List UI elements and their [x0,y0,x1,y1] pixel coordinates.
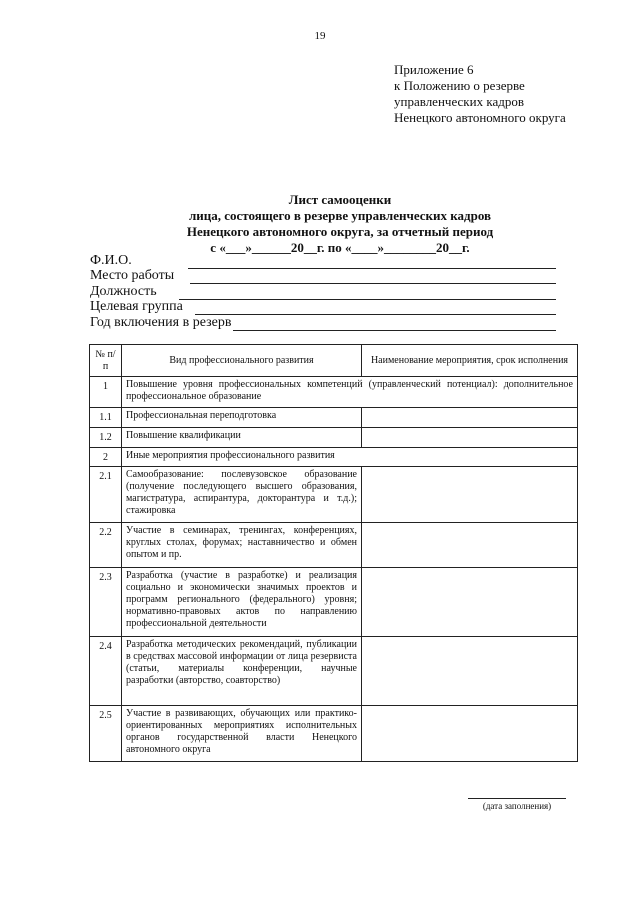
field-year-included [90,315,556,331]
appendix-line: Ненецкого автономного округа [394,110,566,125]
row-text: Самообразование: послевузовское образование (получение последующего высшего образования, магистратура, аспирантура, докторантура и т.д.); стажировка [122,467,362,523]
document-title [0,192,640,256]
table-row [90,448,578,467]
title-line: Ненецкого автономного округа, за отчетный период [186,224,494,239]
field-position [90,284,556,300]
page-number: 19 [314,30,326,42]
table-row [90,428,578,448]
row-text: Разработка методических рекомендаций, публикации в средствах массовой информации от лица резервиста (статьи, материалы конференции, научные разработки (авторство, соавторство) [122,637,362,706]
table-row [90,408,578,428]
row-num: 2.3 [90,568,122,637]
field-workplace-blank[interactable] [190,271,556,284]
row-event-cell[interactable] [362,467,578,523]
row-num: 2.4 [90,637,122,706]
date-caption: (дата заполнения) [482,801,552,811]
row-num: 2.5 [90,706,122,762]
activities-table [89,344,578,762]
row-num: 2 [90,448,122,467]
field-workplace-label: Место работы [90,268,175,283]
row-event-cell[interactable] [362,637,578,706]
row-text: Участие в семинарах, тренингах, конференциях, круглых столах, форумах; наставничество и обмен опытом и пр. [122,523,362,568]
header-event: Наименование мероприятия, срок исполнения [362,345,578,377]
row-text: Повышение квалификации [122,428,362,448]
row-text: Повышение уровня профессиональных компетенций (управленческий потенциал): дополнительное профессиональное образование [122,377,578,408]
row-text: Профессиональная переподготовка [122,408,362,428]
header-type: Вид профессионального развития [122,345,362,377]
field-year-included-blank[interactable] [233,318,556,331]
row-text: Разработка (участие в разработке) и реализация социально и экономически значимых проектов и программ регионального (федерального) уровня; нормативно-правовых актов по направлению профессиональной деятельности [122,568,362,637]
field-fio [90,253,556,269]
row-event-cell[interactable] [362,523,578,568]
appendix-header [394,62,566,126]
field-position-label: Должность [90,284,157,299]
table-row [90,523,578,568]
table-row [90,568,578,637]
row-num: 2.1 [90,467,122,523]
appendix-line: к Положению о резерве [394,78,525,93]
table-header-row [90,345,578,377]
title-line: лица, состоящего в резерве управленческих кадров [188,208,492,223]
table-row [90,377,578,408]
row-num: 2.2 [90,523,122,568]
row-num: 1 [90,377,122,408]
field-target-group [90,299,556,315]
row-event-cell[interactable] [362,706,578,762]
field-year-included-label: Год включения в резерв [90,315,232,330]
title-line: Лист самооценки [288,192,392,207]
date-fill-line[interactable] [468,798,566,799]
row-event-cell[interactable] [362,408,578,428]
row-text: Иные мероприятия профессионального развития [122,448,578,467]
appendix-line: управленческих кадров [394,94,524,109]
row-num: 1.2 [90,428,122,448]
field-target-group-label: Целевая группа [90,299,183,314]
table-row [90,467,578,523]
row-event-cell[interactable] [362,428,578,448]
appendix-line: Приложение 6 [394,62,474,77]
row-event-cell[interactable] [362,568,578,637]
field-workplace [90,268,556,284]
field-target-group-blank[interactable] [195,302,556,315]
row-text: Участие в развивающих, обучающих или практико-ориентированных мероприятиях исполнительных органов государственной власти Ненецкого автономного округа [122,706,362,762]
table-row [90,637,578,706]
table-row [90,706,578,762]
header-num: № п/п [90,345,122,377]
row-num: 1.1 [90,408,122,428]
field-fio-label: Ф.И.О. [90,253,132,268]
title-period: с «___»______20__г. по «____»________20__г. [210,240,470,255]
